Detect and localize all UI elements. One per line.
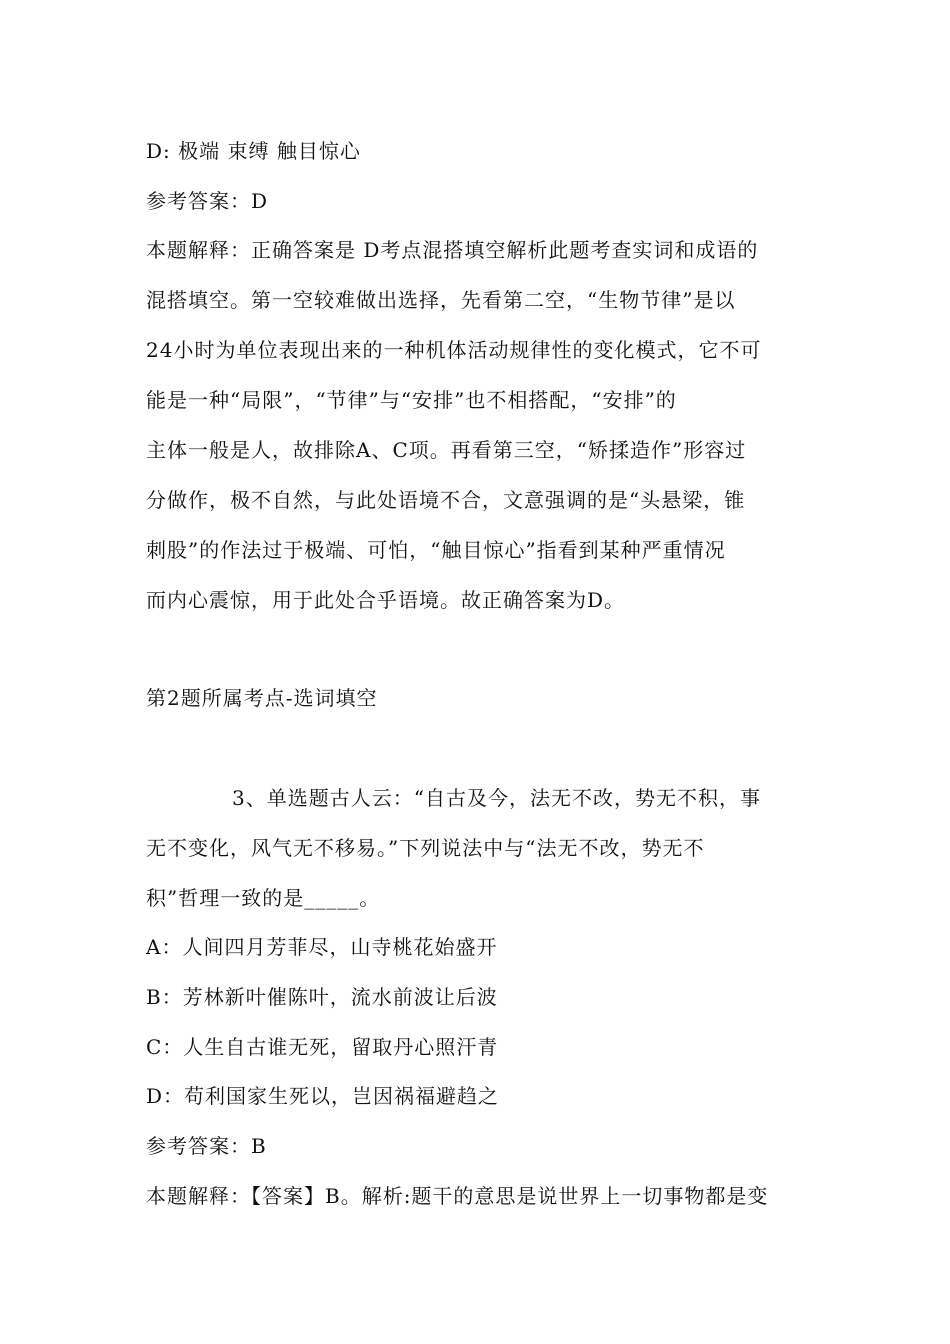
q3-explanation-line: 本题解释：【答案】B。解析:题干的意思是说世界上一切事物都是变	[146, 1184, 769, 1208]
q1-explanation-line: 能是一种“局限”，“节律”与“安排”也不相搭配，“安排”的	[146, 388, 677, 412]
q1-explanation-line: 刺股”的作法过于极端、可怕，“触目惊心”指看到某种严重情况	[146, 538, 726, 562]
q3-option-a: A：人间四月芳菲尽，山寺桃花始盛开	[146, 935, 498, 959]
q1-explanation-line: 混搭填空。第一空较难做出选择，先看第二空，“生物节律”是以	[146, 288, 736, 312]
q3-option-c: C：人生自古谁无死，留取丹心照汗青	[146, 1035, 499, 1059]
topic-note: 第2题所属考点-选词填空	[146, 686, 378, 710]
q1-explanation-line: 主体一般是人，故排除A、C项。再看第三空，“矫揉造作”形容过	[146, 438, 747, 462]
q3-stem-line: 积”哲理一致的是_____。	[146, 886, 381, 910]
q3-option-b: B：芳林新叶催陈叶，流水前波让后波	[146, 985, 498, 1009]
q3-answer: 参考答案：B	[146, 1134, 267, 1158]
q1-explanation-line: 本题解释：正确答案是 D考点混搭填空解析此题考查实词和成语的	[146, 238, 759, 262]
q3-stem-line: 无不变化，风气无不移易。”下列说法中与“法无不改，势无不	[146, 836, 705, 860]
q1-answer: 参考答案：D	[146, 189, 269, 213]
q1-explanation-line: 分做作，极不自然，与此处语境不合，文意强调的是“头悬梁，锥	[146, 488, 746, 512]
q3-option-d: D：苟利国家生死以，岂因祸福避趋之	[146, 1084, 500, 1108]
q1-explanation-line: 而内心震惊，用于此处合乎语境。故正确答案为D。	[146, 588, 626, 612]
q1-option-d: D: 极端 束缚 触目惊心	[146, 139, 361, 163]
q3-stem-line: 3、单选题古人云：“自古及今，法无不改，势无不积，事	[232, 786, 761, 810]
q1-explanation-line: 24小时为单位表现出来的一种机体活动规律性的变化模式，它不可	[146, 338, 762, 362]
